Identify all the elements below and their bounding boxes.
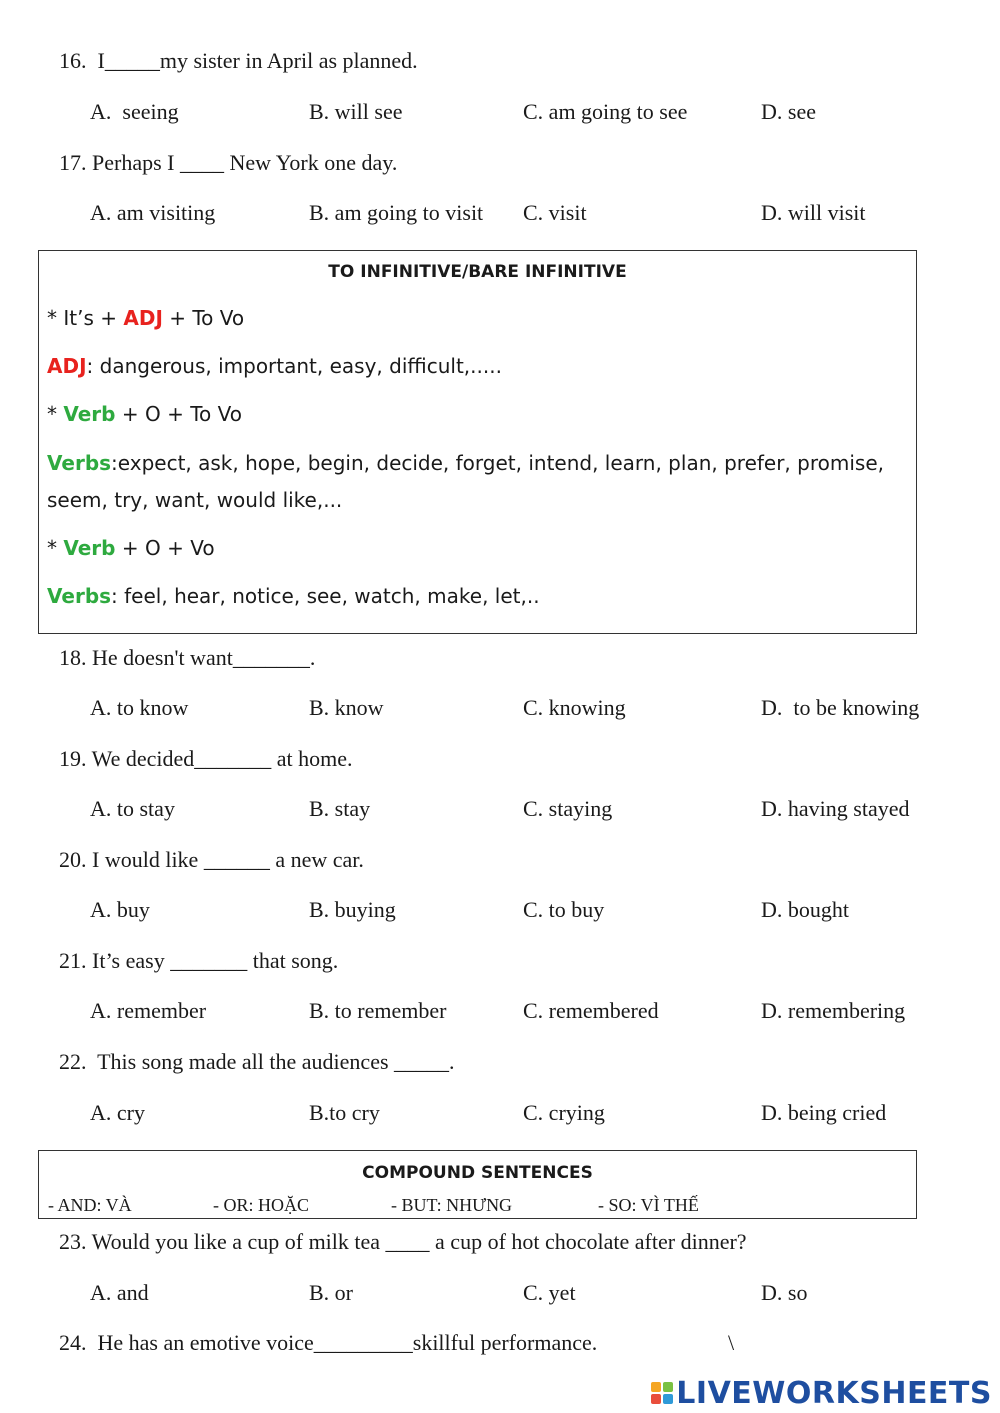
question-24: 24. He has an emotive voice_________skillful performance. — [59, 1330, 598, 1355]
conjunction-or: - OR: HOẶC — [213, 1195, 310, 1215]
option-17-b[interactable]: B. am going to visit — [309, 200, 484, 225]
option-22-d[interactable]: D. being cried — [761, 1100, 887, 1125]
option-16-a[interactable]: A. seeing — [90, 99, 179, 124]
question-23: 23. Would you like a cup of milk tea ____ a cup of hot chocolate after dinner? — [59, 1229, 747, 1254]
option-18-b[interactable]: B. know — [309, 695, 384, 720]
stray-mark: \ — [728, 1330, 735, 1355]
conjunction-so: - SO: VÌ THẾ — [598, 1195, 699, 1215]
option-23-a[interactable]: A. and — [90, 1280, 149, 1305]
option-19-d[interactable]: D. having stayed — [761, 796, 910, 821]
option-16-c[interactable]: C. am going to see — [523, 99, 688, 124]
option-20-c[interactable]: C. to buy — [523, 897, 605, 922]
compound-box-title: COMPOUND SENTENCES — [362, 1163, 593, 1183]
option-21-d[interactable]: D. remembering — [761, 998, 906, 1023]
option-17-c[interactable]: C. visit — [523, 200, 587, 225]
option-23-b[interactable]: B. or — [309, 1280, 353, 1305]
option-23-d[interactable]: D. so — [761, 1280, 808, 1305]
option-19-a[interactable]: A. to stay — [90, 796, 175, 821]
option-21-b[interactable]: B. to remember — [309, 998, 447, 1023]
option-16-b[interactable]: B. will see — [309, 99, 403, 124]
option-21-c[interactable]: C. remembered — [523, 998, 659, 1023]
option-20-d[interactable]: D. bought — [761, 897, 849, 922]
question-18: 18. He doesn't want_______. — [59, 645, 316, 670]
rule-verb-vo: * Verb + O + Vo — [47, 536, 215, 560]
option-17-d[interactable]: D. will visit — [761, 200, 866, 225]
option-22-a[interactable]: A. cry — [90, 1100, 145, 1125]
option-23-c[interactable]: C. yet — [523, 1280, 576, 1305]
option-17-a[interactable]: A. am visiting — [90, 200, 216, 225]
liveworksheets-mark-icon — [650, 1380, 674, 1406]
liveworksheets-logo[interactable] — [650, 1376, 992, 1410]
question-20: 20. I would like ______ a new car. — [59, 847, 364, 872]
option-21-a[interactable]: A. remember — [90, 998, 207, 1023]
adj-list: ADJ: dangerous, important, easy, difficult,..... — [47, 354, 502, 378]
compound-sentences-box — [38, 1150, 917, 1219]
question-16: 16. I_____my sister in April as planned. — [59, 48, 418, 73]
question-22: 22. This song made all the audiences _____. — [59, 1049, 455, 1074]
option-16-d[interactable]: D. see — [761, 99, 816, 124]
question-21: 21. It’s easy _______ that song. — [59, 948, 339, 973]
question-17: 17. Perhaps I ____ New York one day. — [59, 150, 398, 175]
infinitive-grammar-box — [38, 250, 917, 634]
rule-its-adj: * It’s + ADJ + To Vo — [47, 306, 245, 330]
verbs-to-vo-list: Verbs:expect, ask, hope, begin, decide, forget, intend, learn, plan, prefer, promise, — [47, 451, 884, 475]
verbs-to-vo-list-cont: seem, try, want, would like,... — [47, 488, 343, 512]
rule-verb-to-vo: * Verb + O + To Vo — [47, 402, 242, 426]
option-19-c[interactable]: C. staying — [523, 796, 613, 821]
conjunction-but: - BUT: NHƯNG — [391, 1195, 513, 1215]
conjunction-and: - AND: VÀ — [48, 1195, 132, 1215]
question-19: 19. We decided_______ at home. — [59, 746, 353, 771]
infinitive-box-title: TO INFINITIVE/BARE INFINITIVE — [328, 262, 627, 282]
option-19-b[interactable]: B. stay — [309, 796, 371, 821]
option-20-b[interactable]: B. buying — [309, 897, 396, 922]
option-20-a[interactable]: A. buy — [90, 897, 150, 922]
option-18-d[interactable]: D. to be knowing — [761, 695, 920, 720]
option-18-a[interactable]: A. to know — [90, 695, 189, 720]
verbs-vo-list: Verbs: feel, hear, notice, see, watch, make, let,.. — [47, 584, 540, 608]
liveworksheets-wordmark: LIVEWORKSHEETS — [676, 1375, 992, 1411]
option-22-b[interactable]: B.to cry — [309, 1100, 380, 1125]
option-22-c[interactable]: C. crying — [523, 1100, 605, 1125]
option-18-c[interactable]: C. knowing — [523, 695, 626, 720]
